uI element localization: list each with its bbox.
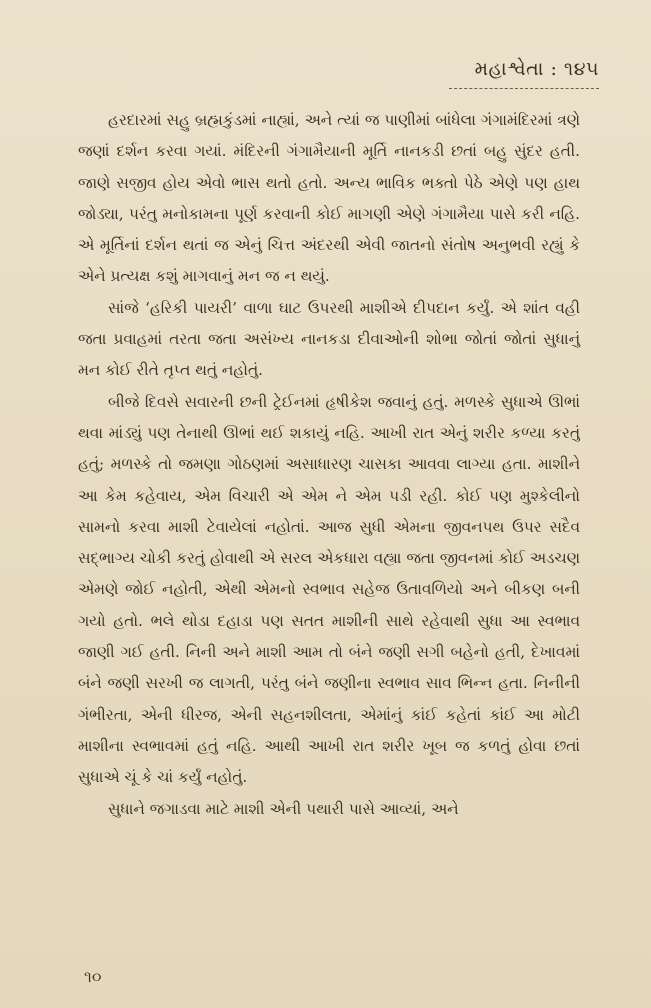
page-body xyxy=(78,105,580,825)
paragraph: સુધાને જગાડવા માટે માશી એની પથારી પાસે આવ્યાં, અને xyxy=(108,799,459,818)
header-underline xyxy=(449,88,599,89)
paragraph: બીજે દિવસે સવારની છની ટ્રેઈનમાં હૃષીકેશ જવાનું હતું. મળસ્કે સુધાએ ઊભાં થવા માંડ્યું પણ તેનાથી ઊભાં થઈ શકાયું નહિ. આખી રાત એનું શરીર કળ્યા કરતું હતું; મળસ્કે તો જમણા ગોઠણમાં અસાધારણ ચાસકા આવવા લાગ્યા હતા. માશીને આ કેમ કહેવાય, એમ વિચારી એ એમ ને એમ પડી રહી. કોઈ પણ મુશ્કેલીનો સામનો કરવા માશી ટેવાયેલાં નહોતાં. આજ સુધી એમના જીવનપથ ઉપર સદૈવ સદ્ભાગ્ય ચોકી કરતું હોવાથી એ સરલ એકધારા વહ્યા જતા જીવનમાં કોઈ અડચણ એમણે જોઈ નહોતી, એથી એમનો સ્વભાવ સહેજ ઉતાવળિયો અને બીકણ બની ગયો હતો. ભલે થોડા દહાડા પણ સતત માશીની સાથે રહેવાથી સુધા આ સ્વભાવ જાણી ગઈ હતી. નિની અને માશી આમ તો બંને જણી સગી બહેનો હતી, દેખાવમાં બંને જણી સરખી જ લાગતી, પરંતુ બંને જણીના સ્વભાવ સાવ ભિન્ન હતા. નિનીની ગંભીરતા, એની ધીરજ, એની સહનશીલતા, એમાંનું કાંઈ કહેતાં કાંઈ આ મોટી માશીના સ્વભાવમાં હતું નહિ. આથી આખી રાત શરીર ખૂબ જ કળતું હોવા છતાં સુધાએ ચૂં કે ચાં કર્યું નહોતું. xyxy=(78,392,580,787)
running-header: મહાશ્વેતા : ૧૪૫ xyxy=(474,58,599,80)
paragraph: હરદારમાં સહુ બ્રહ્મકુંડમાં નાહ્યાં, અને ત્યાં જ પાણીમાં બાંધેલા ગંગામંદિરમાં ત્રણે જણાં દર્શન કરવા ગયાં. મંદિરની ગંગામૈયાની મૂર્તિ નાનકડી છતાં બહુ સુંદર હતી. જાણે સજીવ હોય એવો ભાસ થતો હતો. અન્ય ભાવિક ભક્તો પેઠે એણે પણ હાથ જોડ્યા, પરંતુ મનોકામના પૂર્ણ કરવાની કોઈ માગણી એણે ગંગામૈયા પાસે કરી નહિ. એ મૂર્તિનાં દર્શન થતાં જ એનું ચિત્ત અંદરથી એવી જાતનો સંતોષ અનુભવી રહ્યું કે એને પ્રત્યક્ષ કશું માગવાનું મન જ ન થયું. xyxy=(78,111,580,286)
signature-mark: ૧૦ xyxy=(84,967,102,986)
paragraph: સાંજે ‘હરિકી પાયરી’ વાળા ઘાટ ઉપરથી માશીએ દીપદાન કર્યું. એ શાંત વહી જતા પ્રવાહમાં તરતા જતા અસંખ્ય નાનકડા દીવાઓની શોભા જોતાં જોતાં સુધાનું મન કોઈ રીતે તૃપ્ત થતું નહોતું. xyxy=(78,298,580,380)
